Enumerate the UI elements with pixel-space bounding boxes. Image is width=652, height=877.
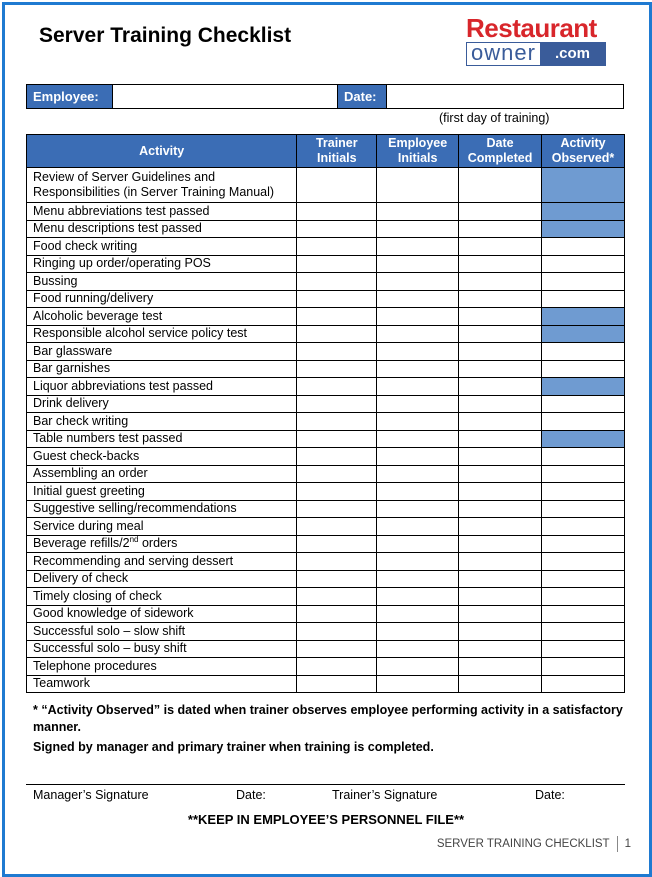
trainer-initials-cell[interactable] [297, 220, 377, 238]
table-row [27, 273, 625, 291]
date-completed-cell[interactable] [459, 238, 542, 256]
activity-cell [27, 238, 297, 256]
activity-observed-cell[interactable] [542, 273, 625, 291]
employee-initials-cell[interactable] [377, 570, 459, 588]
table-row [27, 518, 625, 536]
header-trainer-initials [297, 135, 377, 168]
activity-observed-cell[interactable] [542, 465, 625, 483]
activity-text: Review of Server Guidelines and [33, 170, 216, 184]
activity-text: Timely closing of check [33, 588, 162, 603]
trainer-initials-cell[interactable] [297, 535, 377, 553]
activity-cell [27, 640, 297, 658]
trainer-initials-cell[interactable] [297, 203, 377, 221]
activity-text: Bussing [33, 273, 78, 288]
table-row [27, 325, 625, 343]
activity-cell [27, 255, 297, 273]
header-activity-observed [542, 135, 625, 168]
trainer-initials-cell[interactable] [297, 430, 377, 448]
date-completed-cell[interactable] [459, 675, 542, 693]
date-completed-cell[interactable] [459, 623, 542, 641]
trainer-initials-cell[interactable] [297, 640, 377, 658]
table-row [27, 395, 625, 413]
date-field[interactable] [386, 85, 623, 108]
activity-text: Menu descriptions test passed [33, 221, 202, 236]
checklist-table [26, 134, 625, 693]
activity-text: Initial guest greeting [33, 483, 145, 498]
trainer-initials-cell[interactable] [297, 413, 377, 431]
logo-bottom [466, 42, 606, 66]
footer-separator [617, 836, 618, 852]
employee-initials-cell[interactable] [377, 255, 459, 273]
date-completed-cell[interactable] [459, 395, 542, 413]
activity-text: Ringing up order/operating POS [33, 256, 211, 271]
date-completed-cell[interactable] [459, 518, 542, 536]
activity-text: Menu abbreviations test passed [33, 203, 210, 218]
date-completed-cell[interactable] [459, 255, 542, 273]
trainer-date-label: Date: [535, 788, 565, 802]
table-row [27, 203, 625, 221]
activity-observed-cell[interactable] [542, 220, 625, 238]
employee-initials-cell[interactable] [377, 168, 459, 203]
header-employee-line2: Initials [397, 151, 438, 165]
page-footer [437, 836, 631, 852]
activity-cell [27, 378, 297, 396]
activity-cell [27, 343, 297, 361]
employee-initials-cell[interactable] [377, 465, 459, 483]
employee-initials-cell[interactable] [377, 623, 459, 641]
activity-superscript: nd [129, 535, 139, 545]
employee-initials-cell[interactable] [377, 290, 459, 308]
employee-initials-cell[interactable] [377, 238, 459, 256]
activity-observed-cell[interactable] [542, 308, 625, 326]
activity-observed-note: * “Activity Observed” is dated when trainer observes employee performing activity in a satisfactory manner. [33, 703, 623, 734]
page-number: 1 [624, 838, 631, 850]
activity-cell [27, 483, 297, 501]
date-completed-cell[interactable] [459, 378, 542, 396]
header-observed-line1: Activity [560, 136, 606, 150]
date-completed-cell[interactable] [459, 325, 542, 343]
activity-text: Beverage refills/2 [33, 536, 130, 551]
employee-initials-cell[interactable] [377, 378, 459, 396]
activity-text: Bar garnishes [33, 361, 111, 376]
date-completed-cell[interactable] [459, 220, 542, 238]
employee-initials-cell[interactable] [377, 430, 459, 448]
activity-cell [27, 605, 297, 623]
activity-text: Teamwork [33, 676, 90, 691]
table-row [27, 255, 625, 273]
activity-observed-cell[interactable] [542, 290, 625, 308]
date-completed-cell[interactable] [459, 588, 542, 606]
activity-text: Food check writing [33, 238, 138, 253]
trainer-initials-cell[interactable] [297, 465, 377, 483]
page-title: Server Training Checklist [39, 24, 292, 47]
table-row [27, 588, 625, 606]
employee-initials-cell[interactable] [377, 395, 459, 413]
table-row [27, 623, 625, 641]
employee-initials-cell[interactable] [377, 325, 459, 343]
logo-top-text: Restaurant [466, 13, 597, 43]
table-row [27, 360, 625, 378]
table-row [27, 570, 625, 588]
activity-text: Bar glassware [33, 343, 113, 358]
table-row [27, 290, 625, 308]
trainer-initials-cell[interactable] [297, 325, 377, 343]
employee-initials-cell[interactable] [377, 640, 459, 658]
date-completed-cell[interactable] [459, 570, 542, 588]
table-row [27, 658, 625, 676]
table-row [27, 483, 625, 501]
activity-cell [27, 395, 297, 413]
trainer-initials-cell[interactable] [297, 448, 377, 466]
trainer-initials-cell[interactable] [297, 273, 377, 291]
table-row [27, 308, 625, 326]
activity-text: Delivery of check [33, 571, 129, 586]
signed-note: Signed by manager and primary trainer when training is completed. [33, 740, 434, 754]
employee-initials-cell[interactable] [377, 535, 459, 553]
trainer-initials-cell[interactable] [297, 518, 377, 536]
activity-text: Alcoholic beverage test [33, 308, 163, 323]
activity-observed-cell[interactable] [542, 535, 625, 553]
employee-initials-cell[interactable] [377, 588, 459, 606]
employee-initials-cell[interactable] [377, 605, 459, 623]
activity-cell [27, 220, 297, 238]
header-trainer-line1: Trainer [315, 136, 358, 150]
header-employee-line1: Employee [388, 136, 448, 150]
activity-text: Liquor abbreviations test passed [33, 378, 213, 393]
activity-cell [27, 465, 297, 483]
table-row [27, 378, 625, 396]
activity-cell [27, 500, 297, 518]
logo-owner-text: owner [467, 43, 540, 65]
employee-field[interactable] [112, 85, 338, 108]
activity-observed-cell[interactable] [542, 570, 625, 588]
date-completed-cell[interactable] [459, 430, 542, 448]
trainer-initials-cell[interactable] [297, 483, 377, 501]
activity-cell [27, 623, 297, 641]
activity-text: Table numbers test passed [33, 431, 183, 446]
employee-initials-cell[interactable] [377, 448, 459, 466]
activity-observed-cell[interactable] [542, 255, 625, 273]
activity-text: Telephone procedures [33, 658, 157, 673]
date-completed-cell[interactable] [459, 273, 542, 291]
activity-observed-cell[interactable] [542, 378, 625, 396]
trainer-signature-label: Trainer’s Signature [332, 788, 438, 802]
date-completed-cell[interactable] [459, 483, 542, 501]
employee-initials-cell[interactable] [377, 360, 459, 378]
activity-text: Successful solo – slow shift [33, 623, 186, 638]
activity-observed-cell[interactable] [542, 395, 625, 413]
table-row [27, 413, 625, 431]
employee-initials-cell[interactable] [377, 203, 459, 221]
trainer-initials-cell[interactable] [297, 343, 377, 361]
activity-text: Successful solo – busy shift [33, 641, 187, 656]
employee-initials-cell[interactable] [377, 220, 459, 238]
activity-observed-cell[interactable] [542, 605, 625, 623]
date-completed-cell[interactable] [459, 553, 542, 571]
trainer-initials-cell[interactable] [297, 570, 377, 588]
trainer-initials-cell[interactable] [297, 395, 377, 413]
table-row [27, 238, 625, 256]
trainer-initials-cell[interactable] [297, 675, 377, 693]
activity-observed-cell[interactable] [542, 640, 625, 658]
activity-cell [27, 535, 297, 553]
activity-observed-cell[interactable] [542, 588, 625, 606]
activity-observed-cell[interactable] [542, 360, 625, 378]
activity-text: Bar check writing [33, 413, 129, 428]
activity-observed-cell[interactable] [542, 483, 625, 501]
table-row [27, 220, 625, 238]
activity-observed-cell[interactable] [542, 500, 625, 518]
activity-text: Assembling an order [33, 466, 148, 481]
trainer-initials-cell[interactable] [297, 308, 377, 326]
header-activity: Activity [27, 135, 297, 168]
activity-observed-cell[interactable] [542, 623, 625, 641]
table-row [27, 448, 625, 466]
date-label: Date: [338, 85, 386, 108]
header-trainer-line2: Initials [316, 151, 357, 165]
date-completed-cell[interactable] [459, 308, 542, 326]
restaurant-owner-logo [466, 14, 606, 66]
activity-text: Service during meal [33, 518, 144, 533]
trainer-initials-cell[interactable] [297, 553, 377, 571]
trainer-initials-cell[interactable] [297, 168, 377, 203]
employee-initials-cell[interactable] [377, 518, 459, 536]
date-completed-cell[interactable] [459, 658, 542, 676]
table-row [27, 168, 625, 203]
employee-date-bar [26, 84, 624, 109]
trainer-initials-cell[interactable] [297, 500, 377, 518]
activity-cell [27, 658, 297, 676]
employee-label: Employee: [27, 85, 112, 108]
header-completed-line2: Completed [467, 151, 533, 165]
date-completed-cell[interactable] [459, 465, 542, 483]
activity-cell [27, 325, 297, 343]
date-completed-cell[interactable] [459, 203, 542, 221]
activity-cell [27, 203, 297, 221]
activity-cell [27, 273, 297, 291]
manager-signature-label: Manager’s Signature [33, 788, 149, 802]
activity-text: Suggestive selling/recommendations [33, 501, 237, 516]
activity-observed-cell[interactable] [542, 203, 625, 221]
activity-observed-cell[interactable] [542, 675, 625, 693]
table-row [27, 535, 625, 553]
activity-text: Food running/delivery [33, 291, 154, 306]
header-completed-line1: Date [486, 136, 514, 150]
manager-date-label: Date: [236, 788, 266, 802]
activity-cell [27, 308, 297, 326]
table-header-row [27, 135, 625, 168]
table-row [27, 605, 625, 623]
date-completed-cell[interactable] [459, 640, 542, 658]
activity-cell [27, 518, 297, 536]
activity-text: Good knowledge of sidework [33, 606, 194, 621]
activity-text: Drink delivery [33, 396, 109, 411]
activity-observed-cell[interactable] [542, 448, 625, 466]
trainer-initials-cell[interactable] [297, 623, 377, 641]
employee-initials-cell[interactable] [377, 675, 459, 693]
employee-initials-cell[interactable] [377, 343, 459, 361]
employee-initials-cell[interactable] [377, 308, 459, 326]
activity-cell [27, 448, 297, 466]
table-row [27, 430, 625, 448]
date-completed-cell[interactable] [459, 500, 542, 518]
trainer-initials-cell[interactable] [297, 238, 377, 256]
activity-observed-cell[interactable] [542, 343, 625, 361]
employee-initials-cell[interactable] [377, 273, 459, 291]
activity-observed-cell[interactable] [542, 518, 625, 536]
trainer-initials-cell[interactable] [297, 605, 377, 623]
employee-initials-cell[interactable] [377, 658, 459, 676]
activity-cell [27, 553, 297, 571]
date-completed-cell[interactable] [459, 448, 542, 466]
activity-text: Responsibilities (in Server Training Manual) [33, 185, 275, 199]
activity-observed-cell[interactable] [542, 325, 625, 343]
activity-observed-cell[interactable] [542, 413, 625, 431]
activity-text: Responsible alcohol service policy test [33, 326, 247, 341]
employee-initials-cell[interactable] [377, 500, 459, 518]
date-completed-cell[interactable] [459, 413, 542, 431]
trainer-initials-cell[interactable] [297, 658, 377, 676]
date-completed-cell[interactable] [459, 360, 542, 378]
date-completed-cell[interactable] [459, 168, 542, 203]
activity-observed-cell[interactable] [542, 238, 625, 256]
table-row [27, 553, 625, 571]
first-day-note: (first day of training) [439, 111, 550, 125]
trainer-initials-cell[interactable] [297, 290, 377, 308]
header-employee-initials [377, 135, 459, 168]
table-row [27, 675, 625, 693]
table-row [27, 640, 625, 658]
employee-initials-cell[interactable] [377, 553, 459, 571]
table-row [27, 465, 625, 483]
table-row [27, 500, 625, 518]
activity-cell [27, 413, 297, 431]
trainer-initials-cell[interactable] [297, 588, 377, 606]
header-date-completed [459, 135, 542, 168]
activity-cell [27, 588, 297, 606]
keep-in-file-notice: **KEEP IN EMPLOYEE’S PERSONNEL FILE** [187, 812, 465, 827]
activity-observed-cell[interactable] [542, 658, 625, 676]
date-completed-cell[interactable] [459, 605, 542, 623]
trainer-initials-cell[interactable] [297, 378, 377, 396]
signature-line [26, 784, 625, 785]
table-row [27, 343, 625, 361]
activity-cell [27, 290, 297, 308]
activity-observed-cell[interactable] [542, 430, 625, 448]
employee-initials-cell[interactable] [377, 413, 459, 431]
activity-text: Guest check-backs [33, 448, 140, 463]
trainer-initials-cell[interactable] [297, 255, 377, 273]
trainer-initials-cell[interactable] [297, 360, 377, 378]
date-completed-cell[interactable] [459, 343, 542, 361]
activity-text: Recommending and serving dessert [33, 553, 234, 568]
date-completed-cell[interactable] [459, 290, 542, 308]
activity-cell [27, 675, 297, 693]
footer-label: SERVER TRAINING CHECKLIST [436, 838, 610, 850]
header-observed-line2: Observed* [551, 151, 615, 165]
activity-text-end: orders [138, 536, 178, 551]
logo-com-text: .com [540, 43, 605, 65]
employee-initials-cell[interactable] [377, 483, 459, 501]
activity-observed-cell[interactable] [542, 168, 625, 203]
date-completed-cell[interactable] [459, 535, 542, 553]
activity-cell [27, 168, 297, 203]
activity-cell [27, 570, 297, 588]
activity-cell [27, 360, 297, 378]
activity-cell [27, 430, 297, 448]
activity-observed-cell[interactable] [542, 553, 625, 571]
